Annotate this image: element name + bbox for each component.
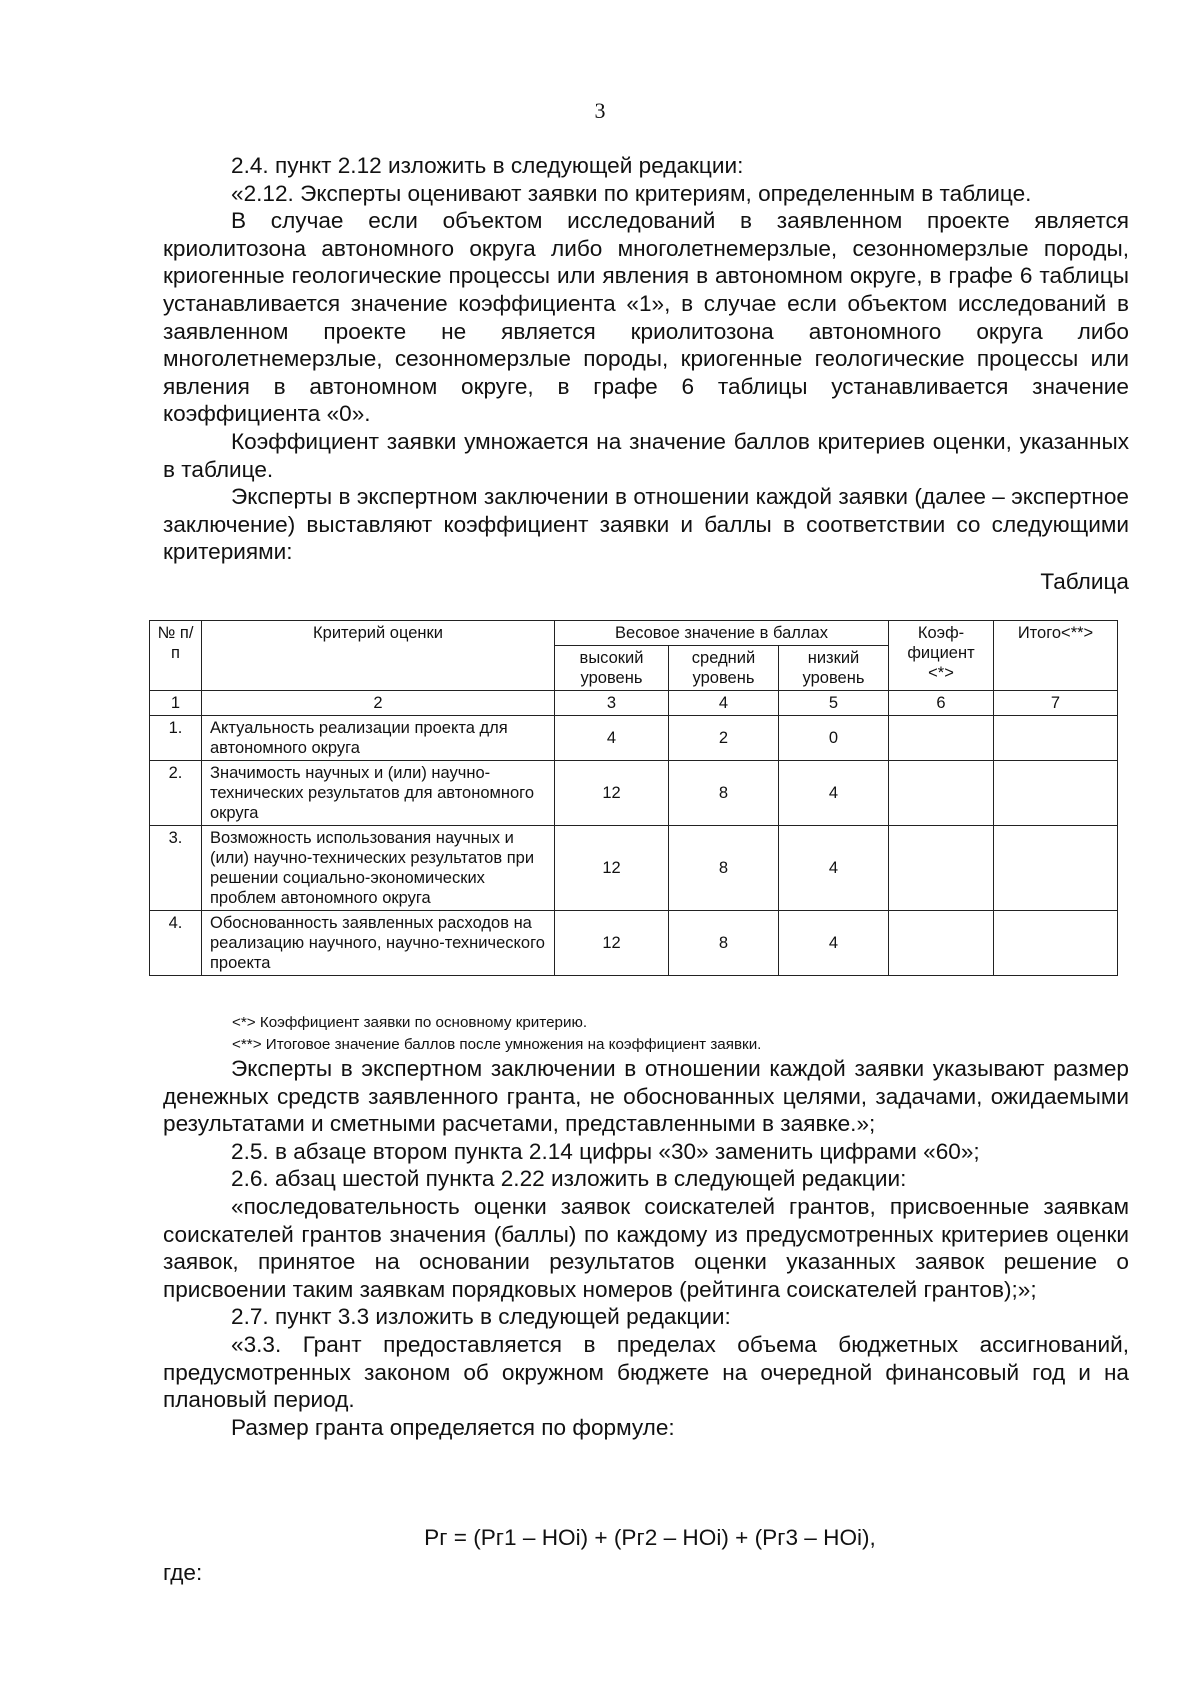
row-coef [889,761,994,826]
criteria-table [149,620,1118,976]
row-medium: 8 [669,911,779,976]
row-num: 1. [150,716,202,761]
col-number: 7 [994,691,1118,716]
col-number: 4 [669,691,779,716]
grant-formula: Рг = (Рг1 – НОi) + (Рг2 – НОi) + (Рг3 – НОi), [424,1525,876,1550]
paragraph: 2.7. пункт 3.3 изложить в следующей редакции: [231,1304,731,1330]
paragraph: Коэффициент заявки умножается на значение баллов критериев оценки, указанных в таблице. [163,428,1129,482]
row-low: 4 [779,911,889,976]
paragraph: В случае если объектом исследований в заявленном проекте является криолитозона автономного округа либо многолетнемерзлые, сезонномерзлые породы, криогенные геологические процессы или явления в автономном округе, в графе 6 таблицы устанавливается значение коэффициента «1», в случае если объектом исследований в заявленном проекте не является криолитозона автономного округа либо многолетнемерзлые, сезонномерзлые породы, криогенные геологические процессы или явления в автономном округе, в графе 6 таблицы устанавливается значение коэффициента «0». [163,208,1129,427]
row-total [994,826,1118,911]
row-high: 12 [555,761,669,826]
paragraph: Эксперты в экспертном заключении в отношении каждой заявки (далее – экспертное заключение) выставляют коэффициент заявки и баллы в соответствии со следующими критериями: [163,484,1129,565]
paragraph: 2.6. абзац шестой пункта 2.22 изложить в следующей редакции: [231,1166,907,1192]
row-coef [889,716,994,761]
row-total [994,761,1118,826]
row-coef [889,826,994,911]
paragraph: Эксперты в экспертном заключении в отношении каждой заявки указывают размер денежных средств заявленного гранта, не обоснованных целями, задачами, ожидаемыми результатами и сметными расчетами, представленными в заявке.»; [163,1056,1129,1137]
table-row [150,761,1118,826]
footnote-2: <**> Итоговое значение баллов после умножения на коэффициент заявки. [232,1036,762,1053]
table-row [150,911,1118,976]
row-high: 4 [555,716,669,761]
paragraph: «3.3. Грант предоставляется в пределах объема бюджетных ассигнований, предусмотренных законом об окружном бюджете на очередной финансовый год и на плановый период. [163,1331,1129,1413]
row-num: 2. [150,761,202,826]
column-number-row [150,691,1118,716]
header-weight: Весовое значение в баллах [555,621,889,646]
table-row [150,826,1118,911]
row-high: 12 [555,826,669,911]
row-medium: 2 [669,716,779,761]
col-number: 5 [779,691,889,716]
row-criterion: Обоснованность заявленных расходов на реализацию научного, научно-технического проекта [202,911,555,976]
row-coef [889,911,994,976]
header-criterion: Критерий оценки [202,621,555,691]
header-total: Итого<**> [994,621,1118,691]
header-num: № п/п [150,621,202,691]
header-low: низкий уровень [779,646,889,691]
col-number: 1 [150,691,202,716]
table-row [150,716,1118,761]
header-high: высокий уровень [555,646,669,691]
criteria-table-wrapper [149,620,1117,976]
page-number: 3 [594,98,606,123]
where-label: где: [163,1560,203,1585]
row-medium: 8 [669,826,779,911]
header-coef: Коэф-фициент <*> [889,621,994,691]
paragraph: Размер гранта определяется по формуле: [231,1414,675,1440]
row-num: 4. [150,911,202,976]
body-text-top [163,152,1129,596]
row-high: 12 [555,911,669,976]
row-low: 4 [779,826,889,911]
footnote-1: <*> Коэффициент заявки по основному критерию. [232,1014,588,1031]
col-number: 2 [202,691,555,716]
row-total [994,716,1118,761]
row-medium: 8 [669,761,779,826]
row-low: 0 [779,716,889,761]
row-criterion: Актуальность реализации проекта для автономного округа [202,716,555,761]
table-header-row [150,621,1118,646]
row-num: 3. [150,826,202,911]
row-total [994,911,1118,976]
col-number: 3 [555,691,669,716]
paragraph: «2.12. Эксперты оценивают заявки по критериям, определенным в таблице. [231,180,1032,206]
row-low: 4 [779,761,889,826]
paragraph: 2.4. пункт 2.12 изложить в следующей редакции: [231,153,744,178]
body-text-bottom [163,1055,1129,1441]
paragraph: 2.5. в абзаце втором пункта 2.14 цифры «30» заменить цифрами «60»; [231,1138,980,1164]
paragraph: «последовательность оценки заявок соискателей грантов, присвоенные заявкам соискателей грантов значения (баллы) по каждому из предусмотренных критериев оценки заявок, принятое на основании результатов оценки указанных заявок решение о присвоении таким заявкам порядковых номеров (рейтинга соискателей грантов);»; [163,1193,1129,1302]
col-number: 6 [889,691,994,716]
table-caption: Таблица [1040,568,1129,594]
row-criterion: Значимость научных и (или) научно-технических результатов для автономного округа [202,761,555,826]
row-criterion: Возможность использования научных и (или) научно-технических результатов при решении социально-экономических проблем автономного округа [202,826,555,911]
header-medium: средний уровень [669,646,779,691]
